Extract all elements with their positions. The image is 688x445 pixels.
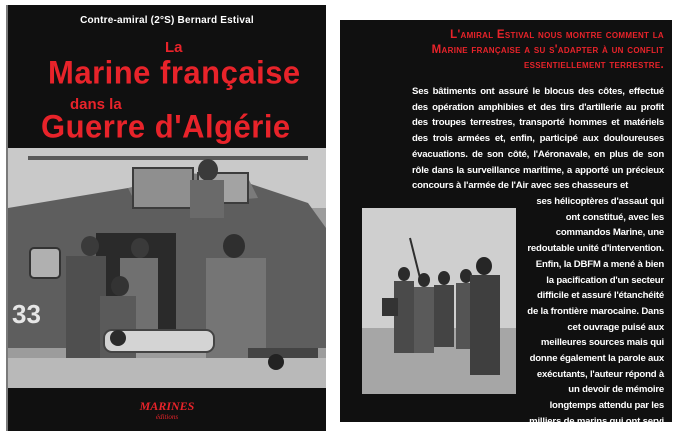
title-marine-francaise: Marine française [48,54,301,91]
publisher-logo [8,397,326,421]
helicopter-evacuation-photo [8,148,326,388]
back-cover-body-top: Ses bâtiments ont assuré le blocus des côtes, effectué des opération amphibies et des tirs d'artillerie au profit des troupes terrestres, transporté hommes et matériels des trois armées et, enfin, participé aux douloureuses évacuations. de son côté, l'Aéronavale, en plus de son rôle dans la surveillance maritime, a apporté un précieux concours à l'armée de l'Air avec ses chasseurs et [412,86,664,192]
back-cover-body-side: ses hélicoptères d'assaut qui ont constitué, avec les commandos Marine, une redoutable unité d'intervention. Enfin, la DBFM a mené à bien la pacification d'un secteur difficile et assuré l'étanchéité de la frontière marocaine. Dans cet ouvrage puisé aux meilleures sources mais qui donne également la parole aux exécutants, l'auteur répond à un devoir de mémoire longtemps attendu par les milliers de marins qui ont servi en Algérie. [527,196,664,443]
front-cover [8,5,326,431]
helicopter-marking: 33 [12,299,41,329]
publisher-name: MARINES [139,399,195,413]
publisher-sub: éditions [155,413,179,421]
back-cover-lead: L'amiral Estival nous montre comment la Marine française a su s'adapter à un conflit essentiellement terrestre. [431,29,664,71]
helicopter-scene-illustration [8,148,326,388]
soldiers-scene-illustration [362,208,516,394]
title-dans-la: dans la [70,96,122,113]
soldiers-patrol-photo [362,208,516,394]
author-name: Contre-amiral (2°S) Bernard Estival [80,15,254,26]
title-la: La [165,39,183,56]
back-cover [340,20,672,443]
title-guerre-algerie: Guerre d'Algérie [41,108,291,145]
